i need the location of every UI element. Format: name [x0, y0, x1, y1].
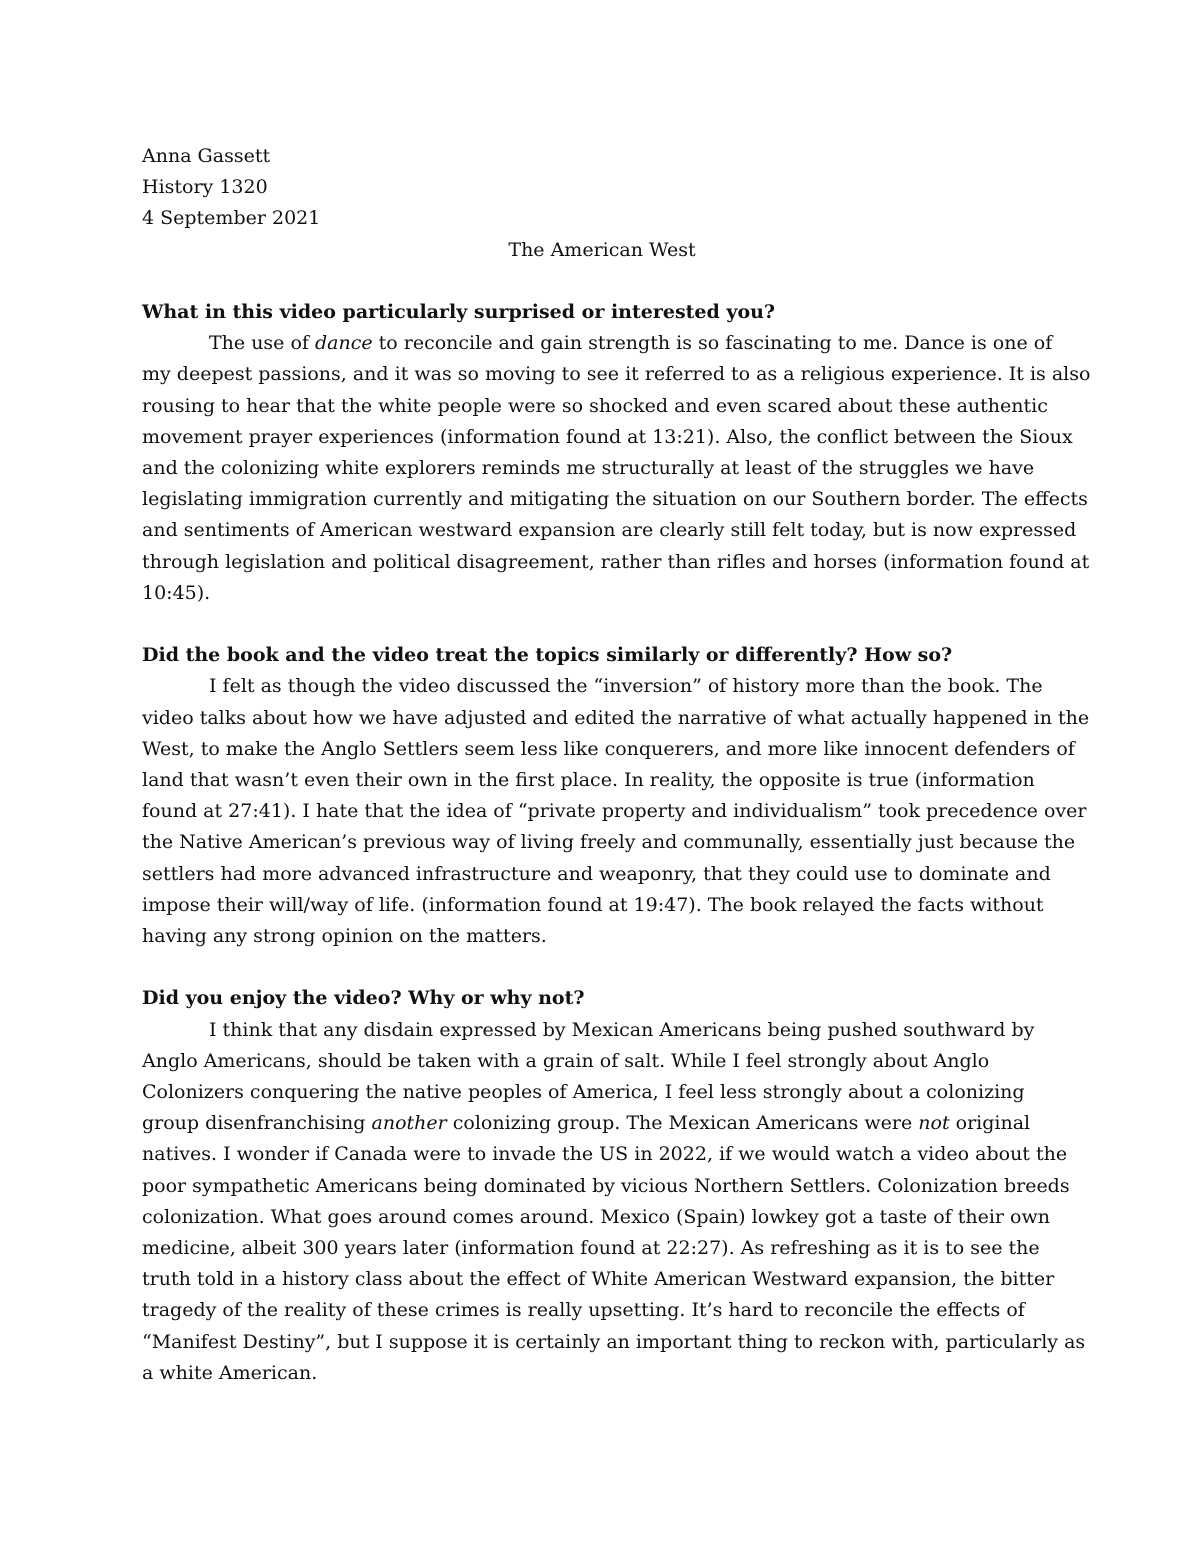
paragraph-line: the Native American’s previous way of living freely and communally, essentially just because the	[142, 831, 1076, 854]
question-heading-2: Did the book and the video treat the topics similarly or differently? How so?	[142, 644, 953, 667]
paragraph-line: 10:45).	[142, 581, 211, 604]
paragraph-line: found at 27:41). I hate that the idea of “private property and individualism” took precedence over	[142, 800, 1087, 823]
paragraph-line: settlers had more advanced infrastructure and weaponry, that they could use to dominate and	[142, 862, 1051, 885]
paragraph-line: having any strong opinion on the matters.	[142, 925, 547, 948]
spacer	[142, 952, 1062, 983]
emphasis-not: not	[918, 1112, 950, 1135]
paragraph-line: medicine, albeit 300 years later (information found at 22:27). As refreshing as it is to see the	[142, 1237, 1040, 1260]
paragraph-line: my deepest passions, and it was so moving to see it referred to as a religious experience. It is also	[142, 363, 1091, 386]
paragraph-line: and sentiments of American westward expansion are clearly still felt today, but is now expressed	[142, 519, 1077, 542]
paragraph-line: through legislation and political disagreement, rather than rifles and horses (information found at	[142, 550, 1090, 573]
paragraph-line: West, to make the Anglo Settlers seem less like conquerers, and more like innocent defenders of	[142, 737, 1075, 760]
document-page	[142, 141, 1091, 1389]
paragraph-line: group disenfranchising another colonizing group. The Mexican Americans were not original	[142, 1112, 1031, 1135]
document-title: The American West	[508, 238, 696, 261]
question-heading-1: What in this video particularly surprised or interested you?	[142, 301, 776, 323]
paragraph-line: truth told in a history class about the effect of White American Westward expansion, the bitter	[142, 1268, 1055, 1291]
paragraph-line: movement prayer experiences (information found at 13:21). Also, the conflict between the Sioux	[142, 425, 1073, 448]
paragraph-line: poor sympathetic Americans being dominated by vicious Northern Settlers. Colonization breeds	[142, 1174, 1070, 1197]
paragraph-line: “Manifest Destiny”, but I suppose it is certainly an important thing to reckon with, particularly as	[142, 1330, 1086, 1353]
paragraph-line: impose their will/way of life. (information found at 19:47). The book relayed the facts without	[142, 893, 1044, 916]
question-heading-3: Did you enjoy the video? Why or why not?	[142, 987, 585, 1010]
paragraph-line: Colonizers conquering the native peoples of America, I feel less strongly about a colonizing	[142, 1081, 1025, 1104]
paragraph-line: legislating immigration currently and mitigating the situation on our Southern border. The effects	[142, 488, 1088, 511]
emphasis-another: another	[371, 1112, 447, 1135]
document-date: 4 September 2021	[142, 207, 321, 230]
paragraph-line: and the colonizing white explorers reminds me structurally at least of the struggles we have	[142, 457, 1035, 480]
course-name: History 1320	[142, 176, 268, 199]
paragraph-3-line-1: I think that any disdain expressed by Mexican Americans being pushed southward by	[209, 1018, 1035, 1041]
paragraph-line: land that wasn’t even their own in the first place. In reality, the opposite is true (information	[142, 769, 1035, 792]
spacer	[142, 609, 1062, 640]
paragraph-line: colonization. What goes around comes around. Mexico (Spain) lowkey got a taste of their own	[142, 1205, 1050, 1228]
emphasis-dance: dance	[314, 332, 373, 355]
paragraph-line: natives. I wonder if Canada were to invade the US in 2022, if we would watch a video about the	[142, 1143, 1068, 1166]
paragraph-line: tragedy of the reality of these crimes is really upsetting. It’s hard to reconcile the effects of	[142, 1299, 1025, 1322]
paragraph-1-line-1: The use of dance to reconcile and gain strength is so fascinating to me. Dance is one of	[209, 332, 1053, 355]
paragraph-line: video talks about how we have adjusted and edited the narrative of what actually happened in the	[142, 706, 1090, 729]
spacer	[142, 266, 1062, 297]
paragraph-line: a white American.	[142, 1361, 318, 1384]
author-name: Anna Gassett	[142, 145, 271, 167]
paragraph-line: rousing to hear that the white people were so shocked and even scared about these authentic	[142, 394, 1048, 417]
paragraph-line: Anglo Americans, should be taken with a grain of salt. While I feel strongly about Anglo	[142, 1049, 990, 1072]
paragraph-2-line-1: I felt as though the video discussed the “inversion” of history more than the book. The	[209, 675, 1043, 698]
